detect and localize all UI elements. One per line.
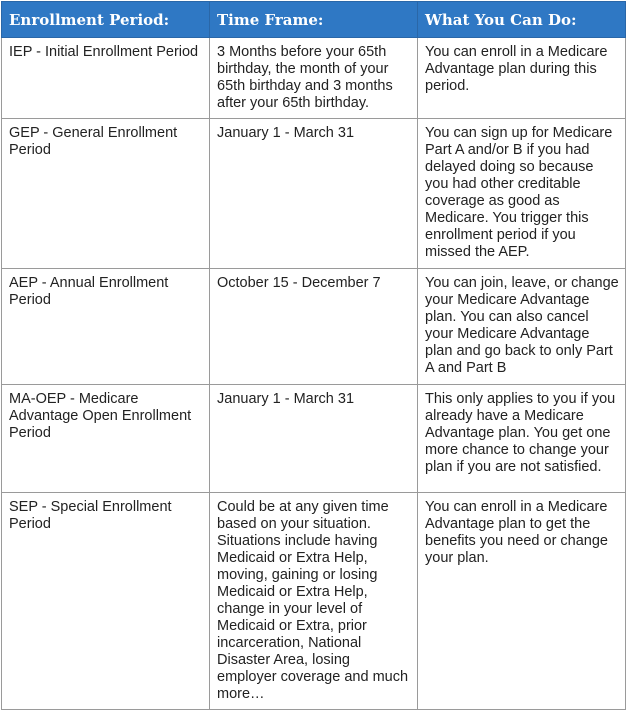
cell-action-text: You can enroll in a Medicare Advantage plan to get the benefits you need or change your plan. [425, 499, 608, 566]
table-header-row [2, 2, 626, 38]
table-row-gep [2, 119, 626, 269]
table-row-aep [2, 269, 626, 385]
cell-timeframe: Could be at any given time based on your situation. Situations include having Medicaid or Extra Help, moving, gaining or losing Medicaid or Extra Help, change in your level of Medicaid or Extra, prior incarceration, National Disaster Area, losing employer coverage and much more… [210, 493, 418, 710]
enrollment-periods-table [1, 1, 626, 710]
cell-period: MA-OEP - Medicare Advantage Open Enrollment Period [2, 385, 210, 493]
header-time-frame: Time Frame: [210, 2, 418, 38]
cell-period: IEP - Initial Enrollment Period [2, 38, 210, 119]
cell-action: This only applies to you if you already have a Medicare Advantage plan. You get one more chance to change your plan if you are not satisfied. [418, 385, 626, 493]
cell-action [418, 493, 626, 710]
cell-period: AEP - Annual Enrollment Period [2, 269, 210, 385]
cell-action: You can sign up for Medicare Part A and/or B if you had delayed doing so because you had other creditable coverage as good as Medicare. You trigger this enrollment period if you missed the AEP. [418, 119, 626, 269]
cell-timeframe: January 1 - March 31 [210, 119, 418, 269]
table-row-ma-oep [2, 385, 626, 493]
cell-timeframe: October 15 - December 7 [210, 269, 418, 385]
cell-action: You can enroll in a Medicare Advantage plan during this period. [418, 38, 626, 119]
table-row-sep [2, 493, 626, 710]
header-enrollment-period: Enrollment Period: [2, 2, 210, 38]
cell-action: You can join, leave, or change your Medicare Advantage plan. You can also cancel your Medicare Advantage plan and go back to only Part A and Part B [418, 269, 626, 385]
cell-period: GEP - General Enrollment Period [2, 119, 210, 269]
table-row-iep [2, 38, 626, 119]
cell-timeframe: 3 Months before your 65th birthday, the month of your 65th birthday and 3 months after your 65th birthday. [210, 38, 418, 119]
cell-period: SEP - Special Enrollment Period [2, 493, 210, 710]
header-what-you-can-do: What You Can Do: [418, 2, 626, 38]
cell-timeframe: January 1 - March 31 [210, 385, 418, 493]
